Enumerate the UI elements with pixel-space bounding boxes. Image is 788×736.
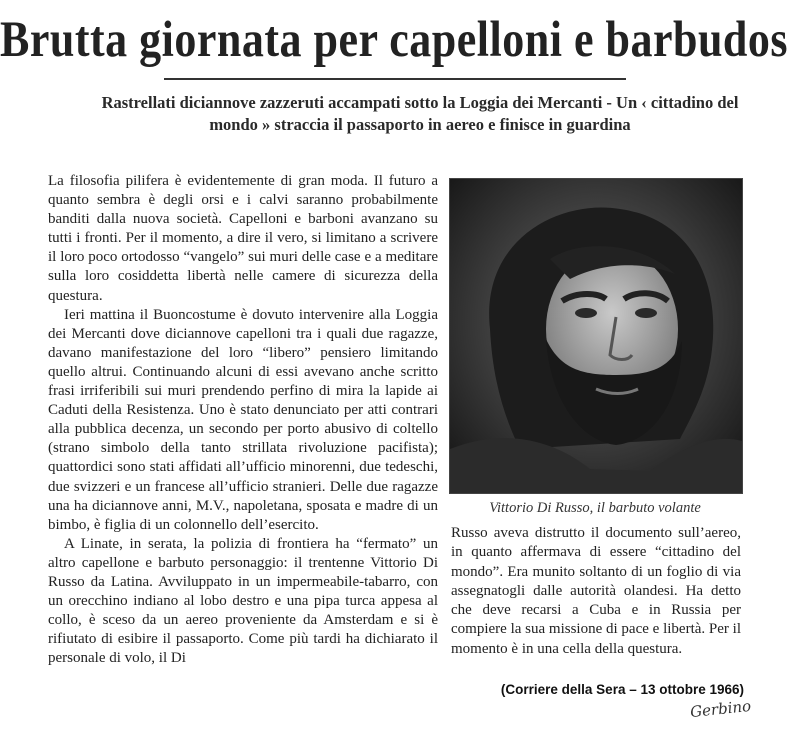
headline: Brutta giornata per capelloni e barbudos [0,11,788,68]
portrait-illustration [450,179,742,493]
article-paragraph: Ieri mattina il Buoncostume è dovuto intervenire alla Loggia dei Mercanti dove diciannove capelloni tra i quali due ragazze, davano manifestazione del loro “libero” pensiero limitando quello altrui. Continuando alcuni di essi avevano anche scritto frasi irriferibili sui muri prendendo perfino di mira la lapide ai Caduti della Resistenza. Uno è stato denunciato per atti contrari alla pubblica decenza, un secondo per porto abusivo di coltello (strano simbolo della tanto strillata rivoluzione pacifista); quattordici sono stati affidati all’ufficio minorenni, due tedeschi, due svizzeri e un francese all’ufficio stranieri. Delle due ragazze una ha diciannove anni, M.V., napoletana, sposata e madre di un bimbo, è figlia di un colonnello dell’esercito. [48,306,438,533]
article-paragraph: A Linate, in serata, la polizia di frontiera ha “fermato” un altro capellone e barbuto personaggio: il trentenne Vittorio Di Russo da Latina. Avviluppato in un impermeabile-tabarro, con un orecchino indiano al lobo destro e una pipa turca appesa al collo, è sceso da un aereo proveniente da Amsterdam e si è rifiutato di esibire il passaporto. Come più tardi ha dichiarato il personale di volo, il Di [48,535,438,667]
article-body-right-column [451,524,741,659]
signature: Gerbino [689,696,752,722]
article-paragraph: La filosofia pilifera è evidentemente di gran moda. Il futuro a quanto sembra è degli orsi e i calvi saranno probabilmente banditi dalla nuova società. Capelloni e barboni avanzano su tutti i fronti. Per il momento, a dire il vero, si limitano a scrivere il loro poco ortodosso “vangelo” sui muri delle case e a meditare sulla loro cosiddetta libertà nelle camere di sicurezza della questura. [48,173,438,304]
portrait-photo [449,178,743,494]
photo-caption: Vittorio Di Russo, il barbuto volante [489,500,701,516]
subheadline: Rastrellati diciannove zazzeruti accampati sotto la Loggia dei Mercanti - Un ‹ cittadino del mondo » straccia il passaporto in aereo e finisce in guardina [101,93,739,134]
article-paragraph-continuation: Russo aveva distrutto il documento sull’aereo, in quanto affermava di essere “cittadino del mondo”. Era munito soltanto di un foglio di via assegnatogli dalle autorità olandesi. Ha detto che deve recarsi a Cuba e in Russia per compiere la sua missione di pace e libertà. Per il momento è in una cella della questura. [451,525,741,657]
source-note: (Corriere della Sera – 13 ottobre 1966) [500,682,744,697]
article-body-left-column [48,172,438,668]
headline-rule [164,78,626,80]
